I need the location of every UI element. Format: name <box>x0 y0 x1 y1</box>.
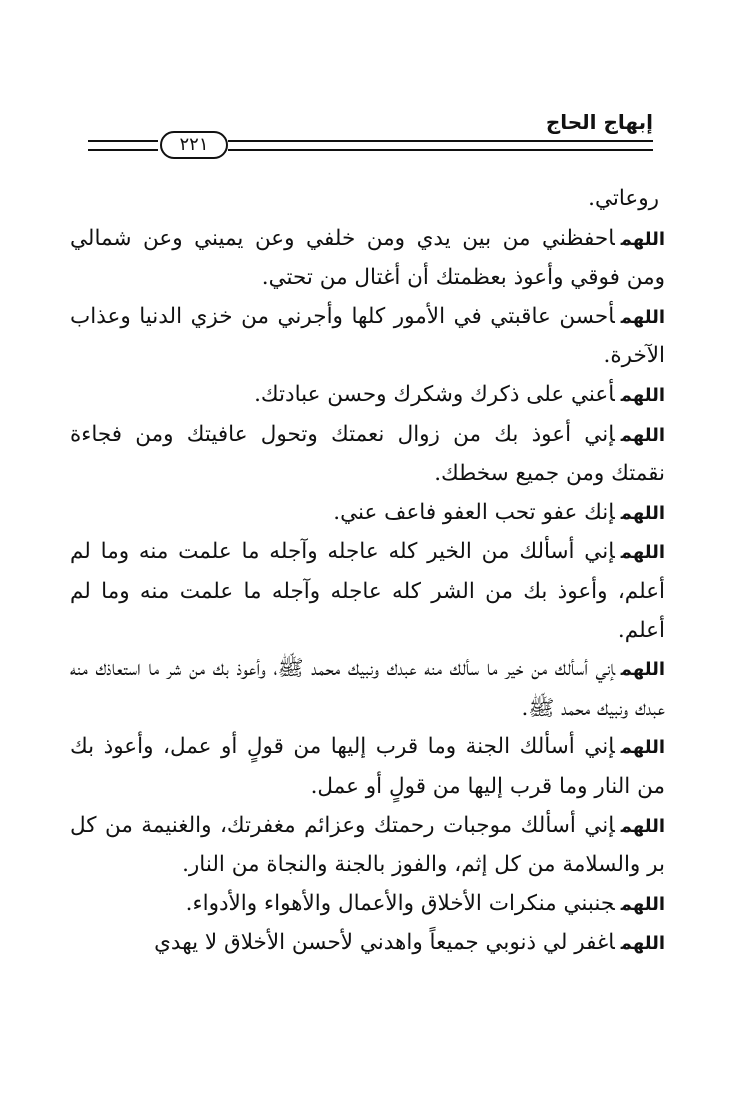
paragraph <box>70 807 665 885</box>
book-title: إبهاج الحاج <box>545 110 653 134</box>
paragraph-text: إني أعوذ بك من زوال نعمتك وتحول عافيتك ومن فجاءة نقمتك ومن جميع سخطك. <box>70 421 665 487</box>
paragraph <box>70 180 665 220</box>
paragraph <box>70 298 665 376</box>
paragraph-lead: اللهم <box>620 933 665 955</box>
paragraph <box>70 650 665 728</box>
paragraph <box>70 220 665 298</box>
paragraph-lead: اللهم <box>620 893 665 915</box>
paragraph-lead: اللهم <box>620 542 665 564</box>
paragraph-lead: اللهم <box>620 815 665 837</box>
paragraph <box>70 494 665 534</box>
paragraph-lead: اللهم <box>620 424 665 446</box>
paragraph <box>70 728 665 806</box>
paragraph-text: إني أسألك من الخير كله عاجله وآجله ما علمت منه وما لم أعلم، وأعوذ بك من الشر كله عاجله وآجله ما علمت منه وما لم أعلم. <box>70 539 665 643</box>
paragraph <box>70 924 665 964</box>
paragraph-lead: اللهم <box>620 502 665 524</box>
paragraph-lead: اللهم <box>620 737 665 759</box>
paragraph-text: أعني على ذكرك وشكرك وحسن عبادتك. <box>254 381 615 407</box>
paragraph-text: احفظني من بين يدي ومن خلفي وعن يميني وعن شمالي ومن فوقي وأعوذ بعظمتك أن أغتال من تحتي. <box>70 225 665 291</box>
paragraph-text: إني أسألك موجبات رحمتك وعزائم مغفرتك، والغنيمة من كل بر والسلامة من كل إثم، والفوز بالجنة والنجاة من النار. <box>70 812 665 878</box>
paragraph-lead: اللهم <box>620 306 665 328</box>
page-body <box>70 180 665 964</box>
paragraph-lead: اللهم <box>620 659 665 681</box>
page-header <box>88 110 653 158</box>
header-rule-left <box>88 140 158 151</box>
paragraph-text: إني أسألك من خير ما سألك منه عبدك ونبيك محمد ﷺ، وأعوذ بك من شر ما استعاذك منه عبدك ونبيك محمد ﷺ. <box>70 656 665 721</box>
paragraph-lead: اللهم <box>620 384 665 406</box>
paragraph-text: جنبني منكرات الأخلاق والأعمال والأهواء والأدواء. <box>185 890 615 916</box>
paragraph-text: روعاتي. <box>588 186 659 211</box>
page-number: ٢٢١ <box>160 131 228 159</box>
header-rule-right <box>228 140 653 151</box>
paragraph-text: إنك عفو تحب العفو فاعف عني. <box>333 499 615 525</box>
paragraph <box>70 533 665 650</box>
paragraph-lead: اللهم <box>620 228 665 250</box>
paragraph-text: أحسن عاقبتي في الأمور كلها وأجرني من خزي الدنيا وعذاب الآخرة. <box>70 303 665 369</box>
paragraph <box>70 416 665 494</box>
paragraph <box>70 885 665 925</box>
paragraph <box>70 376 665 416</box>
paragraph-text: اغفر لي ذنوبي جميعاً واهدني لأحسن الأخلاق لا يهدي <box>154 930 615 956</box>
paragraph-text: إني أسألك الجنة وما قرب إليها من قولٍ أو عمل، وأعوذ بك من النار وما قرب إليها من قولٍ أو عمل. <box>70 734 665 799</box>
